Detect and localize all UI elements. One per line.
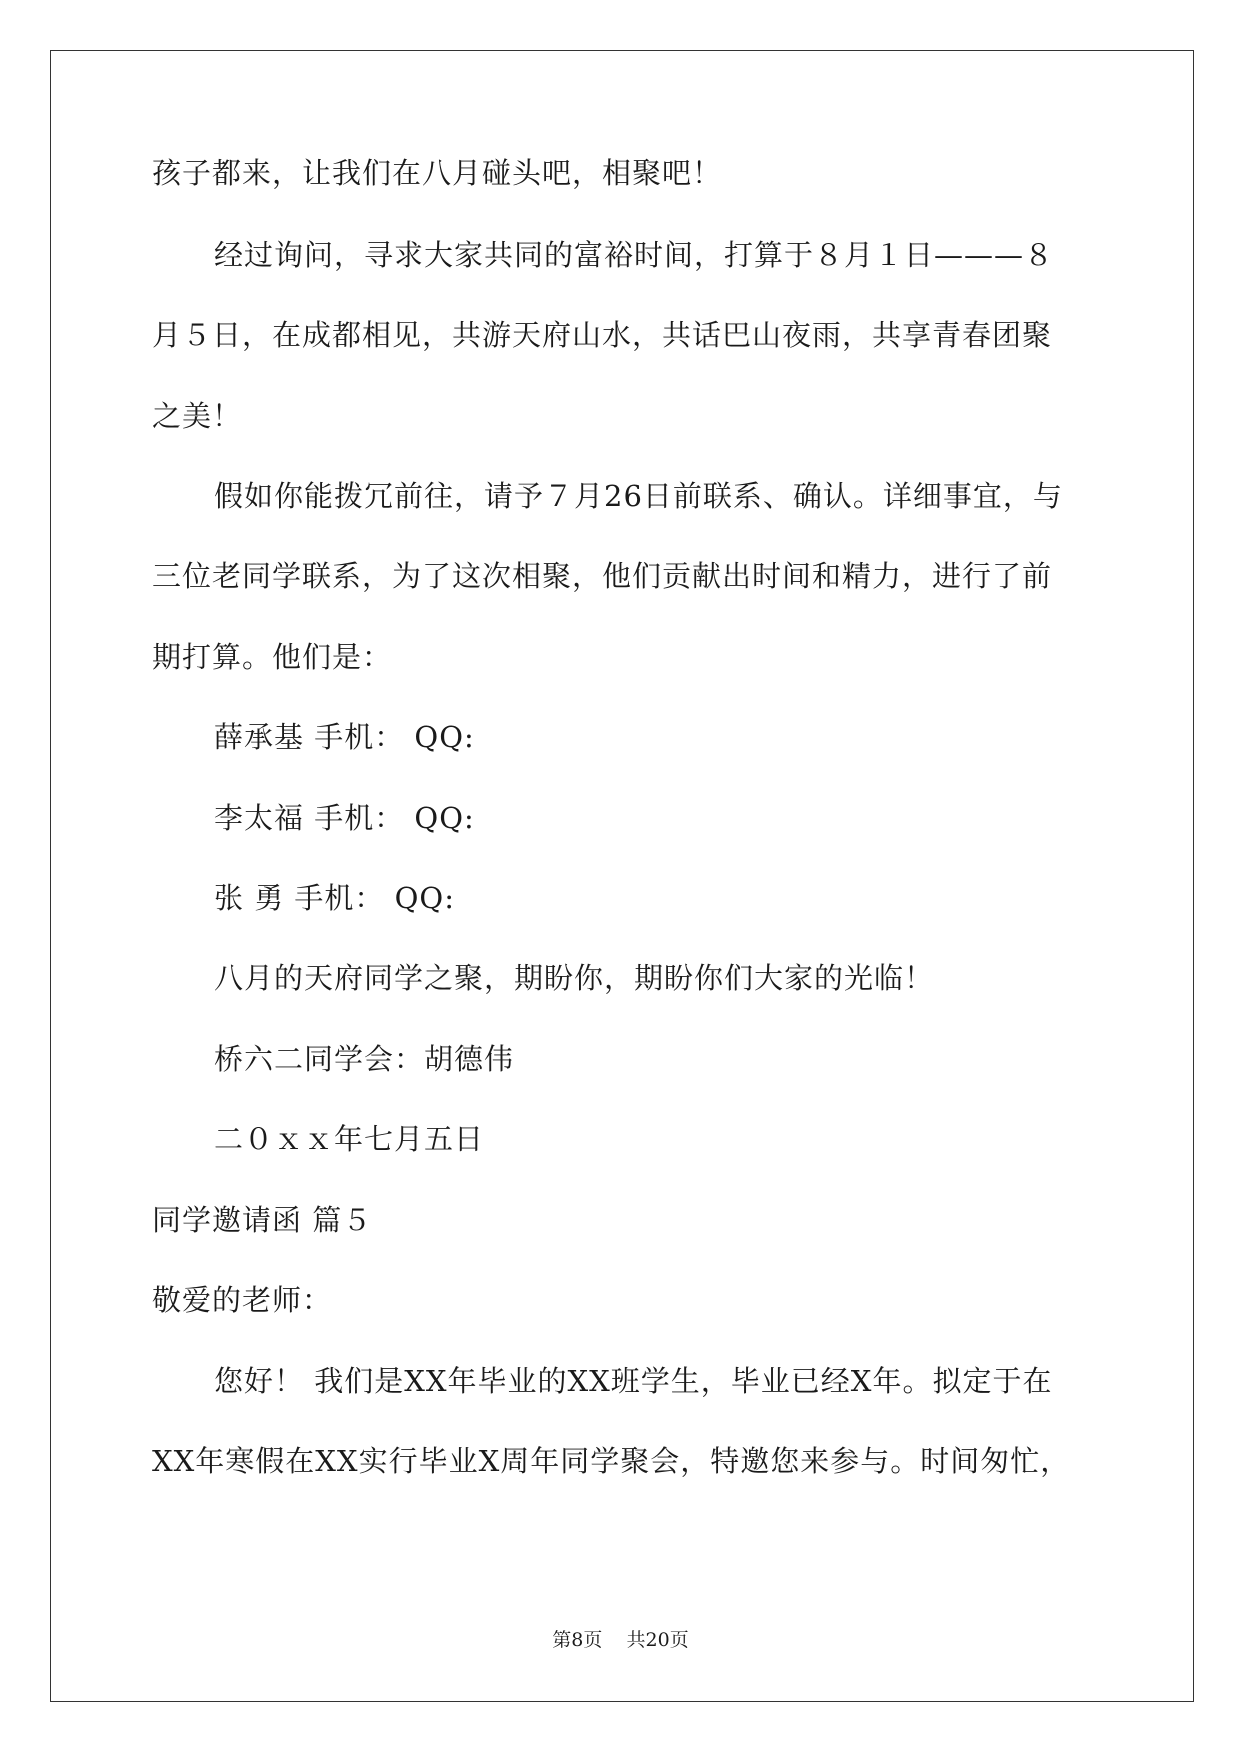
- salutation-line: 敬爱的老师：: [152, 1283, 333, 1317]
- text-line-3: 月５日，在成都相见，共游天府山水，共话巴山夜雨，共享青春团聚: [152, 318, 1053, 352]
- contact-line-2: 李太福 手机： QQ:: [214, 801, 475, 835]
- text-line-6: 三位老同学联系，为了这次相聚，他们贡献出时间和精力，进行了前: [152, 559, 1053, 593]
- text-line-2: 经过询问，寻求大家共同的富裕时间，打算于８月１日———８: [214, 238, 1055, 272]
- contact-line-3: 张 勇 手机： QQ:: [214, 881, 455, 915]
- section-heading: 同学邀请函 篇５: [152, 1203, 373, 1237]
- text-line-11: 八月的天府同学之聚，期盼你，期盼你们大家的光临！: [214, 961, 935, 995]
- date-line: 二０ｘｘ年七月五日: [214, 1122, 485, 1156]
- contact-line-1: 薛承基 手机： QQ:: [214, 720, 475, 754]
- signature-line: 桥六二同学会：胡德伟: [214, 1042, 515, 1076]
- text-line-7: 期打算。他们是：: [152, 640, 393, 674]
- text-line-4: 之美！: [152, 399, 243, 433]
- page-number: 第8页 共20页: [552, 1629, 689, 1651]
- text-line-17: XX年寒假在XX实行毕业X周年同学聚会，特邀您来参与。时间匆忙，: [152, 1444, 1071, 1478]
- text-line-16: 您好！ 我们是XX年毕业的XX班学生，毕业已经X年。拟定于在: [214, 1364, 1053, 1398]
- text-line-5: 假如你能拨冗前往，请予７月26日前联系、确认。详细事宜，与: [214, 479, 1063, 513]
- text-line-1: 孩子都来，让我们在八月碰头吧，相聚吧！: [152, 156, 723, 190]
